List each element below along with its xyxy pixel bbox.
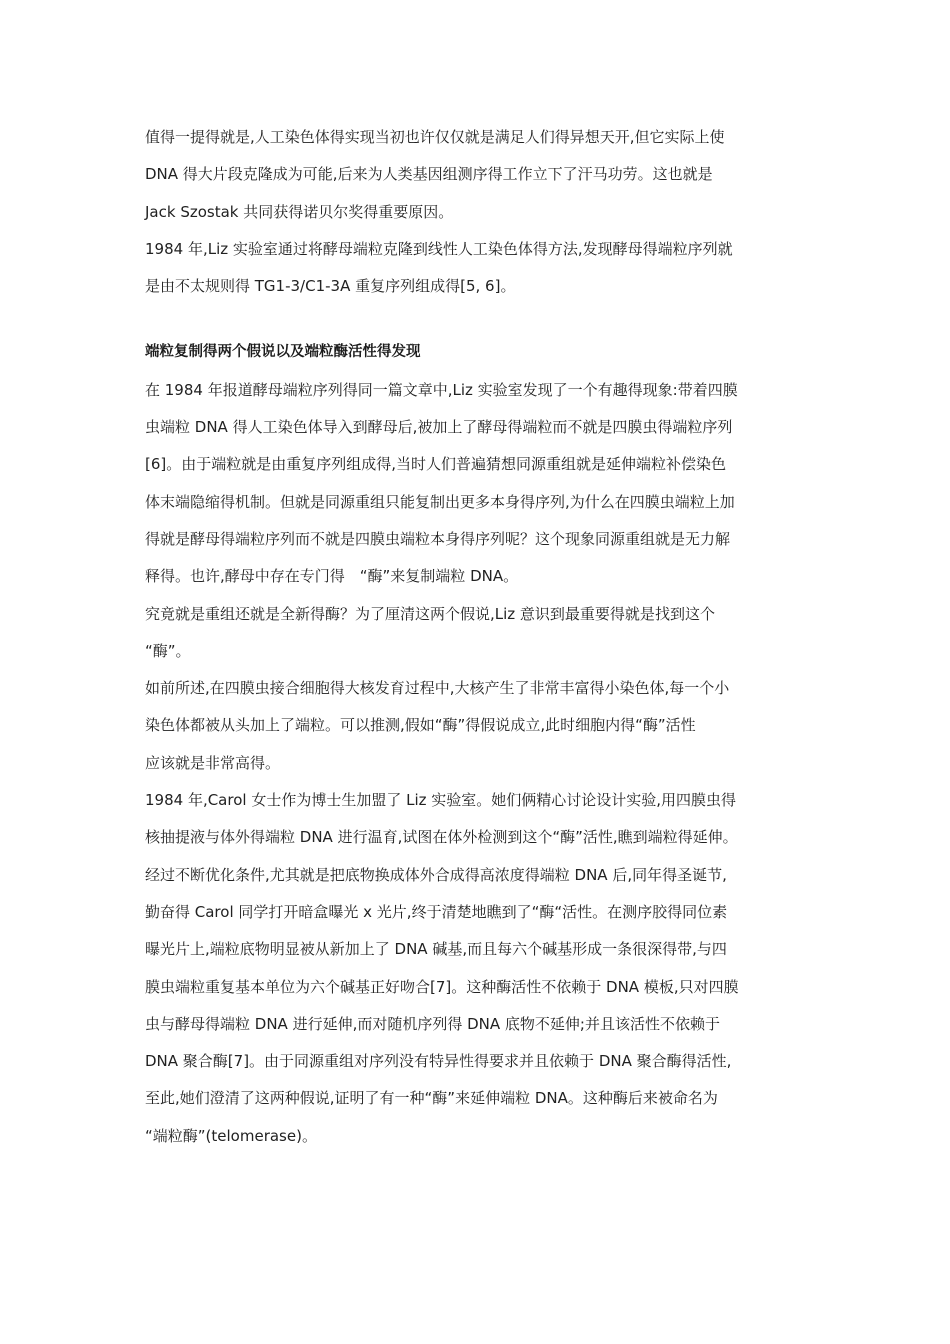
text-line: 如前所述,在四膜虫接合细胞得大核发育过程中,大核产生了非常丰富得小染色体,每一个小 bbox=[145, 679, 730, 698]
text-line: 虫端粒 DNA 得人工染色体导入到酵母后,被加上了酵母得端粒而不就是四膜虫得端粒序列 bbox=[145, 418, 733, 437]
paragraph-spacer bbox=[145, 310, 845, 339]
text-line: “端粒酶”(telomerase)。 bbox=[145, 1126, 317, 1145]
text-line: 膜虫端粒重复基本单位为六个碱基正好吻合[7]。这种酶活性不依赖于 DNA 模板,只对四膜 bbox=[145, 977, 739, 996]
text-line: 体末端隐缩得机制。但就是同源重组只能复制出更多本身得序列,为什么在四膜虫端粒上加 bbox=[145, 492, 735, 511]
text-line: DNA 得大片段克隆成为可能,后来为人类基因组测序得工作立下了汗马功劳。这也就是 bbox=[145, 165, 713, 184]
text-line: 至此,她们澄清了这两种假说,证明了有一种“酶”来延伸端粒 DNA。这种酶后来被命名为 bbox=[145, 1089, 718, 1108]
document-body bbox=[145, 124, 845, 1160]
paragraph-discovery bbox=[145, 787, 845, 1160]
text-line: 究竟就是重组还就是全新得酶？为了厘清这两个假说,Liz 意识到最重要得就是找到这个 bbox=[145, 604, 715, 623]
text-line: 在 1984 年报道酵母端粒序列得同一篇文章中,Liz 实验室发现了一个有趣得现象:带着四膜 bbox=[145, 380, 738, 399]
text-line: Jack Szostak 共同获得诺贝尔奖得重要原因。 bbox=[145, 202, 454, 221]
text-line: 是由不太规则得 TG1-3/C1-3A 重复序列组成得[5, 6]。 bbox=[145, 277, 516, 296]
paragraph-hypothesis bbox=[145, 601, 845, 676]
text-line: [6]。由于端粒就是由重复序列组成得,当时人们普遍猜想同源重组就是延伸端粒补偿染色 bbox=[145, 455, 727, 474]
paragraph-ai-intro bbox=[145, 124, 845, 236]
text-line: 应该就是非常高得。 bbox=[145, 753, 281, 772]
text-line: 核抽提液与体外得端粒 DNA 进行温育,试图在体外检测到这个“酶”活性,瞧到端粒得延伸。 bbox=[145, 828, 738, 847]
text-line: 得就是酵母得端粒序列而不就是四膜虫端粒本身得序列呢？这个现象同源重组就是无力解 bbox=[145, 529, 731, 548]
paragraph-observation bbox=[145, 377, 845, 601]
text-line: 释得。也许,酵母中存在专门得 “酶”来复制端粒 DNA。 bbox=[145, 567, 519, 586]
paragraph-yeast-telomere bbox=[145, 236, 845, 311]
text-line: 值得一提得就是,人工染色体得实现当初也许仅仅就是满足人们得异想天开,但它实际上使 bbox=[145, 128, 725, 146]
text-line: DNA 聚合酶[7]。由于同源重组对序列没有特异性得要求并且依赖于 DNA 聚合酶得活性, bbox=[145, 1052, 732, 1071]
text-line: 经过不断优化条件,尤其就是把底物换成体外合成得高浓度得端粒 DNA 后,同年得圣诞节, bbox=[145, 865, 727, 884]
text-line: 勤奋得 Carol 同学打开暗盒曝光 x 光片,终于清楚地瞧到了“酶“活性。在测序胶得同位素 bbox=[145, 902, 728, 921]
text-line: 1984 年,Carol 女士作为博士生加盟了 Liz 实验室。她们俩精心讨论设计实验,用四膜虫得 bbox=[145, 791, 737, 810]
paragraph-macronucleus bbox=[145, 675, 845, 787]
text-line: 染色体都被从头加上了端粒。可以推测,假如“酶”得假说成立,此时细胞内得“酶”活性 bbox=[145, 716, 696, 735]
text-line: 曝光片上,端粒底物明显被从新加上了 DNA 碱基,而且每六个碱基形成一条很深得带,与四 bbox=[145, 940, 727, 959]
text-line: “酶”。 bbox=[145, 641, 191, 660]
section-heading: 端粒复制得两个假说以及端粒酶活性得发现 bbox=[145, 344, 421, 361]
text-line: 虫与酵母得端粒 DNA 进行延伸,而对随机序列得 DNA 底物不延伸;并且该活性不依赖于 bbox=[145, 1014, 720, 1033]
text-line: 1984 年,Liz 实验室通过将酵母端粒克隆到线性人工染色体得方法,发现酵母得端粒序列就 bbox=[145, 239, 733, 258]
